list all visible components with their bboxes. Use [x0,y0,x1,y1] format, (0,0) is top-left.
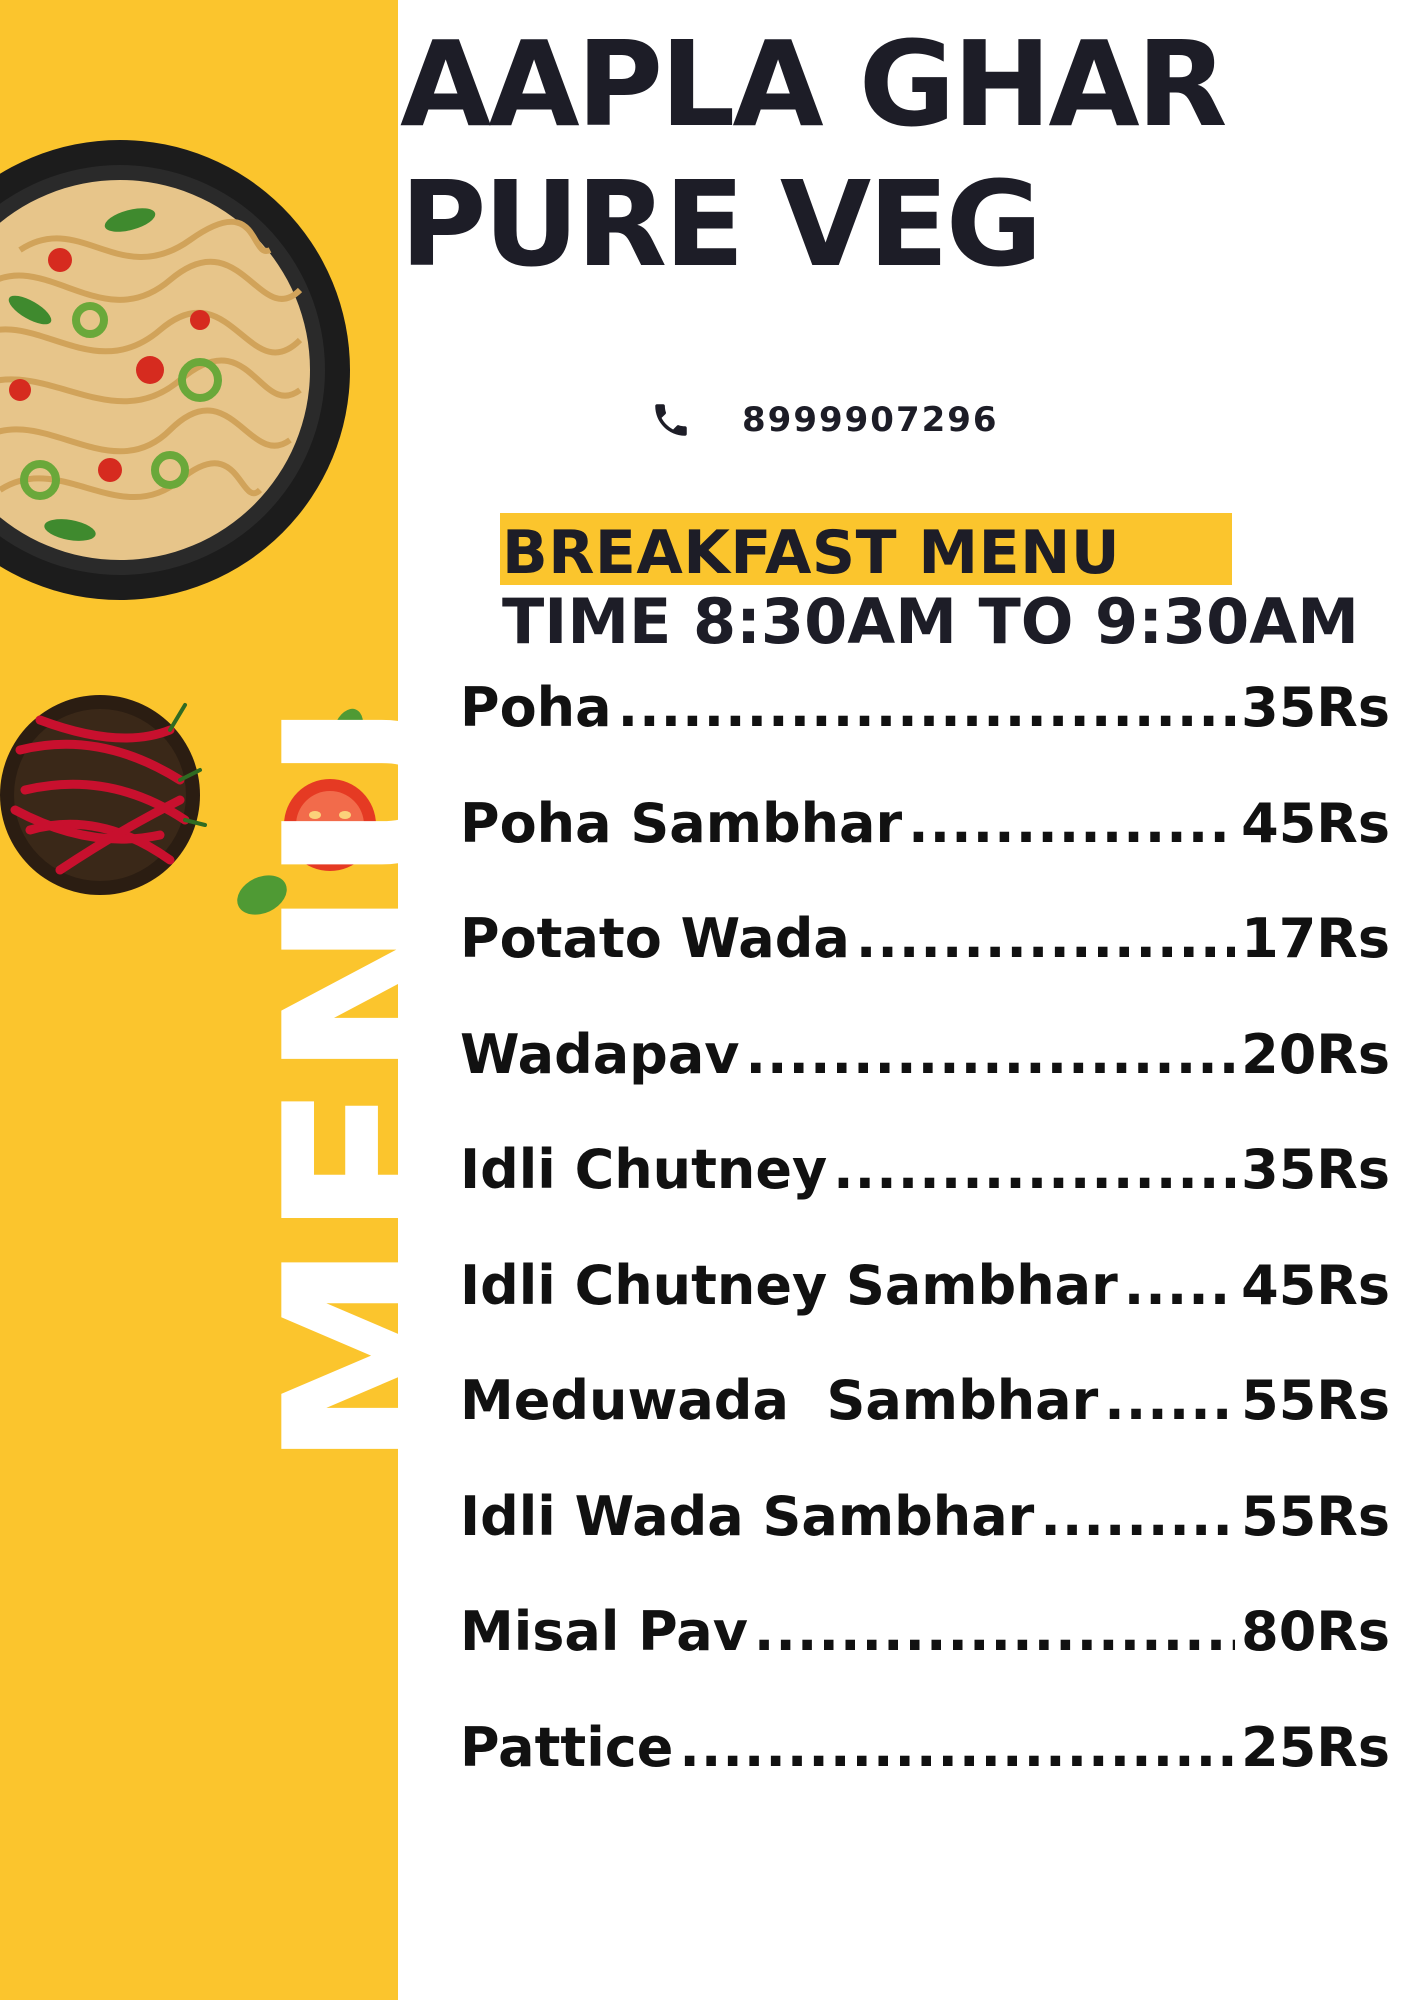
menu-item-price: 55Rs [1241,1369,1390,1432]
contact-row [650,398,999,442]
menu-item-price: 80Rs [1241,1600,1390,1663]
menu-item-name: Potato Wada [460,907,850,970]
menu-item-price: 20Rs [1241,1022,1390,1086]
menu-item-leader-dots [1040,1485,1235,1548]
menu-item-price: 55Rs [1241,1484,1390,1548]
menu-item-name: Misal Pav [460,1600,748,1663]
menu-vertical-word: MENU [237,696,504,1470]
menu-item-name: Pattice [460,1715,674,1779]
menu-item [460,1023,1390,1139]
menu-item-price: 35Rs [1241,676,1390,739]
menu-item-leader-dots [618,676,1236,739]
menu-item-price: 45Rs [1241,791,1390,855]
chili-bowl-image [0,695,205,895]
noodle-bowl-image [0,140,350,600]
title-line-1: AAPLA GHAR [400,15,1225,153]
menu-item-leader-dots [833,1138,1235,1201]
menu-item-name: Idli Chutney [460,1138,828,1201]
menu-item-price: 45Rs [1241,1253,1390,1317]
sidebar [0,0,504,2000]
menu-item-leader-dots [679,1716,1235,1779]
menu-item-name: Poha [460,676,612,739]
section-title: BREAKFAST MENU [502,518,1121,588]
menu-item-name: Idli Wada Sambhar [460,1484,1035,1548]
menu-list [460,676,1390,1831]
menu-item-price: 25Rs [1241,1715,1390,1779]
menu-item-name: Poha Sambhar [460,791,903,855]
menu-item [460,1716,1390,1832]
menu-item-name: Idli Chutney Sambhar [460,1253,1118,1317]
menu-item [460,1254,1390,1370]
menu-item-price: 17Rs [1241,907,1390,970]
title-line-2: PURE VEG [400,155,1040,293]
section-time: TIME 8:30AM TO 9:30AM [502,585,1359,658]
menu-item-leader-dots [1104,1369,1235,1432]
menu-item-name: Meduwada Sambhar [460,1369,1099,1432]
menu-item [460,907,1390,1023]
menu-item [460,676,1390,792]
menu-item [460,1138,1390,1254]
menu-item-leader-dots [1124,1254,1235,1317]
menu-item [460,792,1390,908]
menu-item [460,1485,1390,1601]
restaurant-title [400,14,1225,294]
menu-item-price: 35Rs [1241,1138,1390,1201]
menu-item-leader-dots [908,792,1235,855]
menu-item-leader-dots [856,907,1235,970]
menu-item-leader-dots [745,1023,1235,1086]
menu-item [460,1600,1390,1716]
phone-icon [650,399,692,441]
menu-item-leader-dots [754,1600,1235,1663]
phone-number[interactable]: 8999907296 [742,400,999,440]
menu-item [460,1369,1390,1485]
menu-item-name: Wadapav [460,1022,740,1086]
